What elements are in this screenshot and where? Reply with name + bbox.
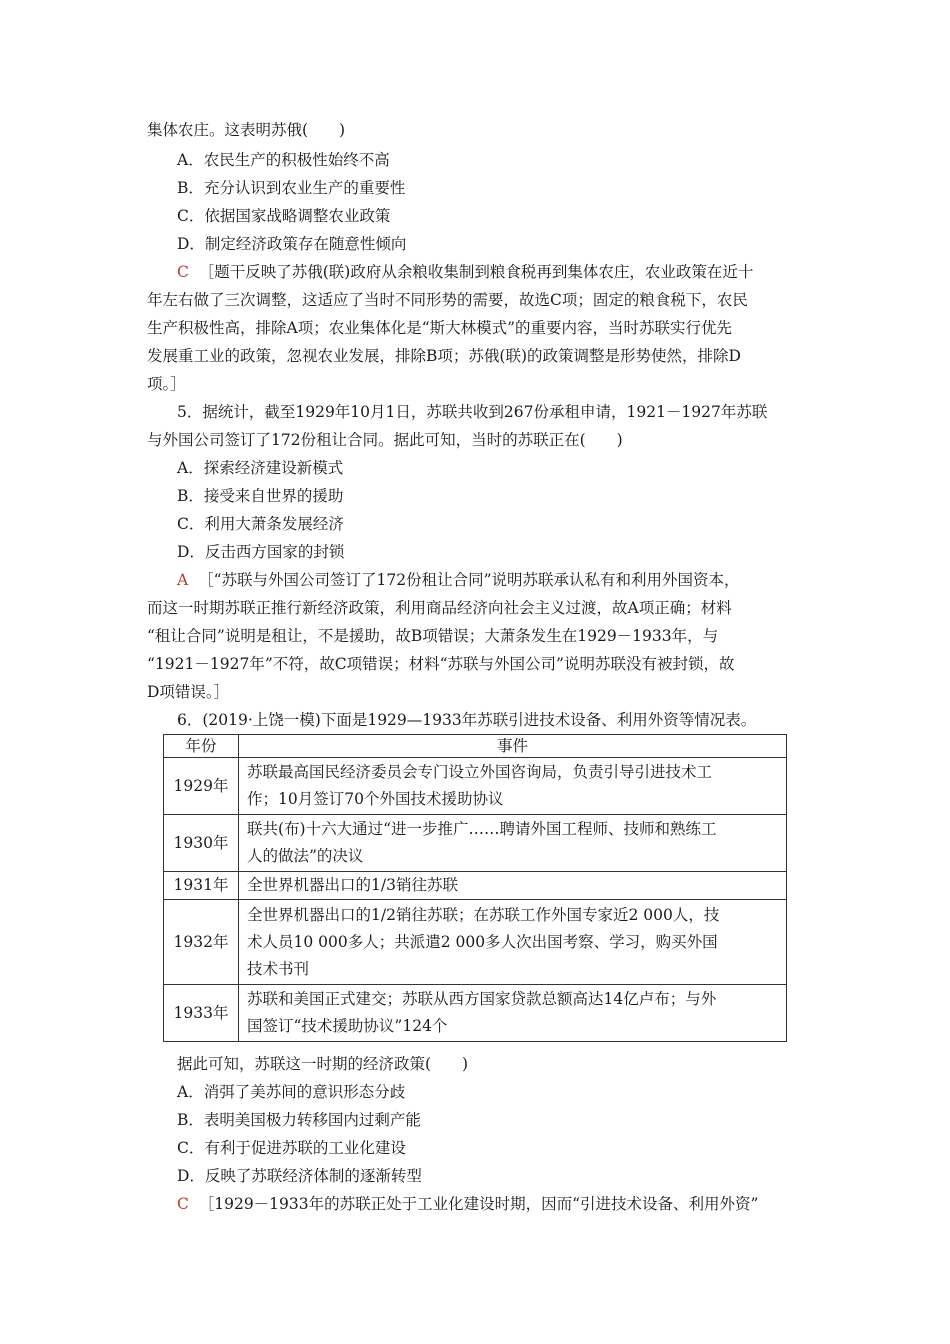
table-row [164, 872, 787, 900]
row-year: 1930年 [164, 815, 239, 872]
q4-option-c: C．依据国家战略调整农业政策 [177, 207, 391, 225]
row-event: 苏联最高国民经济委员会专门设立外国咨询局，负责引导引进技术工 作；10月签订70个外国技术援助协议 [239, 758, 787, 815]
row-event: 全世界机器出口的1/3销往苏联 [239, 872, 787, 900]
q4-option-d: D．制定经济政策存在随意性倾向 [177, 235, 407, 253]
header-event: 事件 [239, 735, 787, 758]
q5-explanation-line-2: 而这一时期苏联正推行新经济政策，利用商品经济向社会主义过渡，故A项正确；材料 [147, 599, 732, 617]
q6-option-c: C．有利于促进苏联的工业化建设 [177, 1139, 406, 1157]
q5-stem-line-2: 与外国公司签订了172份租让合同。据此可知，当时的苏联正在( ) [147, 431, 623, 449]
q4-answer: C [177, 263, 189, 281]
row-event: 苏联和美国正式建交；苏联从西方国家贷款总额高达14亿卢布；与外 国签订“技术援助协议”124个 [239, 985, 787, 1042]
q5-answer: A [177, 571, 189, 589]
q6-events-table [163, 734, 787, 1042]
q4-explanation-line-3: 生产积极性高，排除A项；农业集体化是“斯大林模式”的重要内容，当时苏联实行优先 [147, 319, 733, 337]
q5-explanation-line-5: D项错误。］ [147, 683, 230, 701]
table-row [164, 900, 787, 985]
row-event: 联共(布)十六大通过“进一步推广……聘请外国工程师、技师和熟练工 人的做法”的决议 [239, 815, 787, 872]
q4-explanation-line-2: 年左右做了三次调整，这适应了当时不同形势的需要，故选C项；固定的粮食税下，农民 [147, 291, 748, 309]
q6-answer: C [177, 1195, 189, 1213]
q5-explanation-line-1: A ［“苏联与外国公司签订了172份租让合同”说明苏联承认私有和利用外国资本， [177, 571, 740, 589]
q5-option-d: D．反击西方国家的封锁 [177, 543, 345, 561]
row-year: 1932年 [164, 900, 239, 985]
table-row [164, 985, 787, 1042]
header-year: 年份 [164, 735, 239, 758]
q5-option-c: C．利用大萧条发展经济 [177, 515, 344, 533]
q5-option-b: B．接受来自世界的援助 [177, 487, 344, 505]
row-year: 1933年 [164, 985, 239, 1042]
q5-option-a: A．探索经济建设新模式 [177, 459, 344, 477]
q6-question: 据此可知，苏联这一时期的经济政策( ) [177, 1055, 469, 1073]
q4-option-b: B．充分认识到农业生产的重要性 [177, 179, 406, 197]
table-header-row [164, 735, 787, 758]
q5-stem-line-1: 5．据统计，截至1929年10月1日，苏联共收到267份承租申请，1921－1927年苏联 [177, 403, 768, 421]
q4-stem-tail: 集体农庄。这表明苏俄( ) [147, 121, 346, 139]
q6-option-d: D．反映了苏联经济体制的逐渐转型 [177, 1167, 422, 1185]
q5-explanation-line-3: “租让合同”说明是租让，不是援助，故B项错误；大萧条发生在1929－1933年，与 [147, 627, 719, 645]
table-row [164, 758, 787, 815]
q6-explanation-line-1: C ［1929－1933年的苏联正处于工业化建设时期，因而“引进技术设备、利用外资” [177, 1195, 759, 1213]
q6-option-b: B．表明美国极力转移国内过剩产能 [177, 1111, 421, 1129]
q4-explanation-line-5: 项。］ [147, 375, 186, 393]
table-row [164, 815, 787, 872]
row-event: 全世界机器出口的1/2销往苏联；在苏联工作外国专家近2 000人，技 术人员10 000多人；共派遣2 000多人次出国考察、学习，购买外国 技术书刊 [239, 900, 787, 985]
row-year: 1929年 [164, 758, 239, 815]
q5-explanation-line-4: “1921－1927年”不符，故C项错误；材料“苏联与外国公司”说明苏联没有被封锁，故 [147, 655, 735, 673]
q6-option-a: A．消弭了美苏间的意识形态分歧 [177, 1083, 406, 1101]
q6-stem: 6．(2019·上饶一模)下面是1929—1933年苏联引进技术设备、利用外资等情况表。 [177, 711, 757, 729]
q4-option-a: A．农民生产的积极性始终不高 [177, 151, 390, 169]
row-year: 1931年 [164, 872, 239, 900]
q4-explanation-line-1: C ［题干反映了苏俄(联)政府从余粮收集制到粮食税再到集体农庄，农业政策在近十 [177, 263, 754, 281]
q4-explanation-line-4: 发展重工业的政策，忽视农业发展，排除B项；苏俄(联)的政策调整是形势使然，排除D [147, 347, 741, 365]
